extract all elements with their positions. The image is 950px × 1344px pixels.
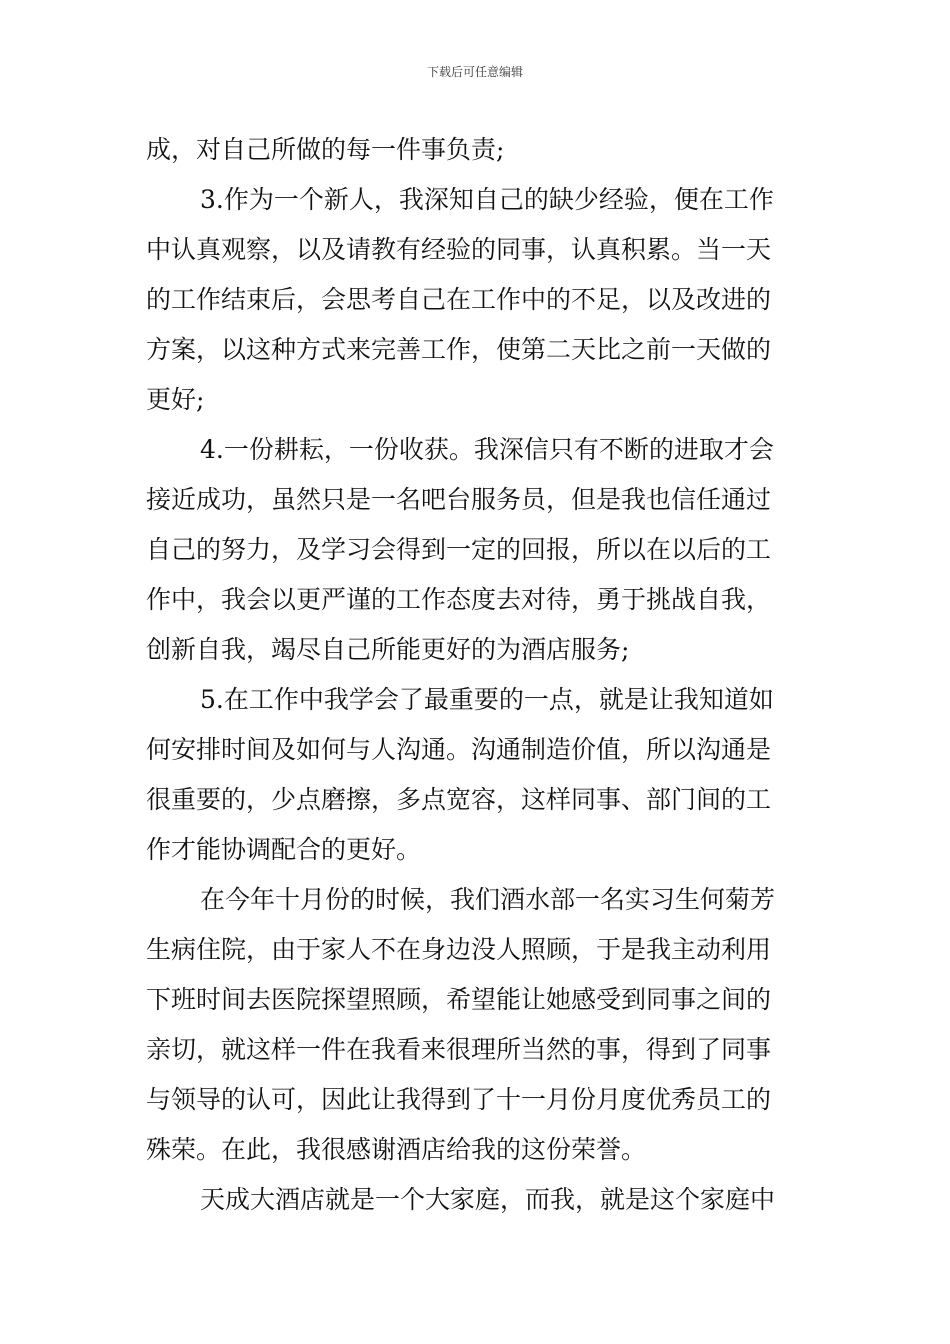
text-line: 作中，我会以更严谨的工作态度去对待，勇于挑战自我， — [146, 585, 772, 614]
text-line: 3.作为一个新人，我深知自己的缺少经验，便在工作 — [200, 185, 774, 214]
text-line: 很重要的，少点磨擦，多点宽容，这样同事、部门间的工 — [146, 785, 772, 814]
text-line: 生病住院，由于家人不在身边没人照顾，于是我主动利用 — [146, 935, 772, 964]
text-line: 中认真观察，以及请教有经验的同事，认真积累。当一天 — [146, 235, 772, 264]
text-line: 更好; — [146, 385, 205, 414]
text-line: 接近成功，虽然只是一名吧台服务员，但是我也信任通过 — [146, 485, 772, 514]
document-body — [146, 125, 808, 1225]
text-line: 天成大酒店就是一个大家庭，而我，就是这个家庭中 — [200, 1185, 776, 1214]
text-line: 与领导的认可，因此让我得到了十一月份月度优秀员工的 — [146, 1085, 772, 1114]
text-line: 下班时间去医院探望照顾，希望能让她感受到同事之间的 — [146, 985, 772, 1014]
text-line: 4.一份耕耘，一份收获。我深信只有不断的进取才会 — [200, 435, 774, 464]
page-header: 下载后可任意编辑 — [426, 65, 523, 79]
text-line: 殊荣。在此，我很感谢酒店给我的这份荣誉。 — [146, 1135, 647, 1164]
text-line: 亲切，就这样一件在我看来很理所当然的事，得到了同事 — [146, 1035, 772, 1064]
text-line: 作才能协调配合的更好。 — [146, 835, 422, 864]
text-line: 创新自我，竭尽自己所能更好的为酒店服务; — [146, 635, 630, 664]
text-line: 的工作结束后，会思考自己在工作中的不足，以及改进的 — [146, 285, 772, 314]
text-line: 在今年十月份的时候，我们酒水部一名实习生何菊芳 — [200, 885, 776, 914]
text-line: 成，对自己所做的每一件事负责; — [146, 135, 505, 164]
text-line: 何安排时间及如何与人沟通。沟通制造价值，所以沟通是 — [146, 735, 772, 764]
text-line: 方案，以这种方式来完善工作，使第二天比之前一天做的 — [146, 335, 772, 364]
text-line: 5.在工作中我学会了最重要的一点，就是让我知道如 — [200, 685, 774, 714]
text-line: 自己的努力，及学习会得到一定的回报，所以在以后的工 — [146, 535, 772, 564]
